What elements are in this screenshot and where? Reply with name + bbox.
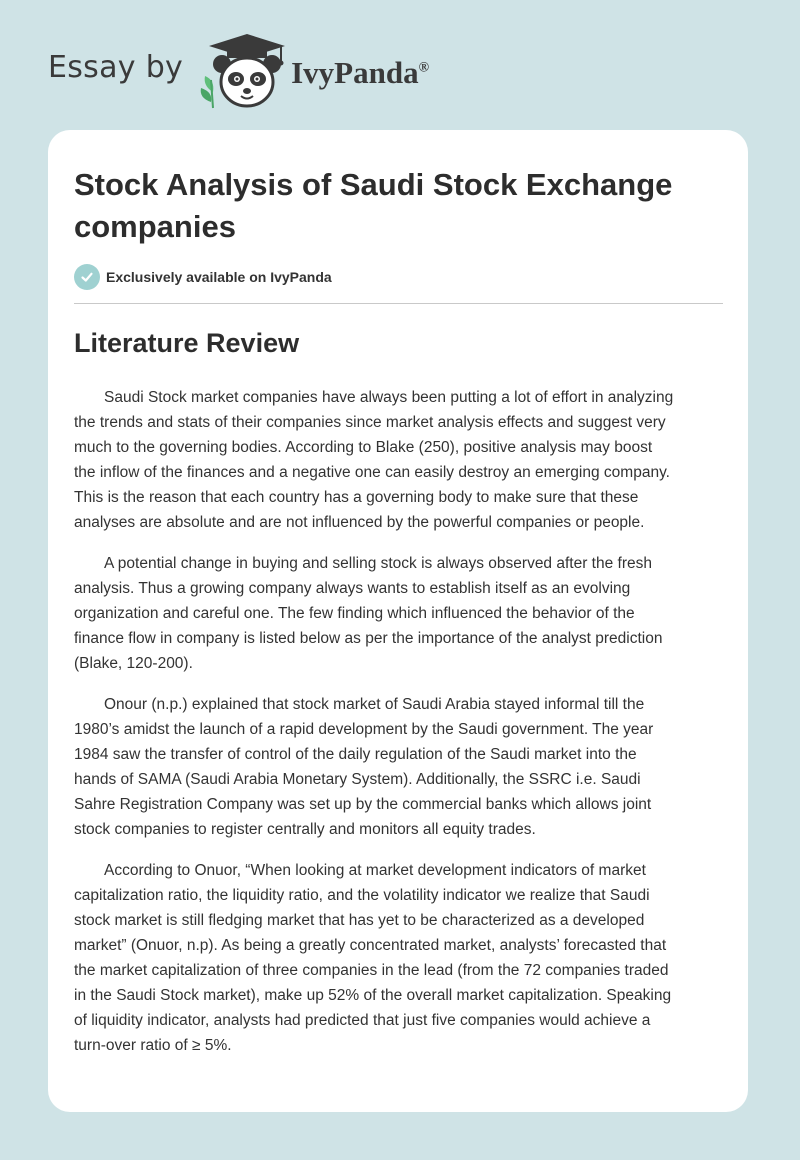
panda-logo-icon <box>197 30 289 110</box>
brand-name: IvyPanda® <box>291 55 430 90</box>
divider <box>74 303 723 304</box>
paragraph: Saudi Stock market companies have always been putting a lot of effort in analyzing the trends and stats of their companies since market analysis effects and suggest very much to the governing bodies. According to Blake (250), positive analysis may boost the inflow of the finances and a negative one can easily destroy an emerging company. This is the reason that each country has a governing body to make sure that these analyses are absolute and are not influenced by the powerful companies or people. <box>74 389 674 531</box>
section-heading: Literature Review <box>74 328 300 358</box>
exclusive-label: Exclusively available on IvyPanda <box>106 269 332 285</box>
brand-prefix: Essay by <box>48 49 184 85</box>
paragraph: A potential change in buying and selling stock is always observed after the fresh analysis. Thus a growing company always wants to establish itself as an evolving organization and careful one. The few finding which influenced the behavior of the finance flow in company is listed below as per the importance of the analyst prediction (Blake, 120-200). <box>74 555 663 672</box>
page-title: Stock Analysis of Saudi Stock Exchange companies <box>74 167 673 244</box>
site-header[interactable] <box>48 30 429 110</box>
check-circle-icon <box>74 264 100 290</box>
paragraph: Onour (n.p.) explained that stock market of Saudi Arabia stayed informal till the 1980’s amidst the launch of a rapid development by the Saudi government. The year 1984 saw the transfer of control of the daily regulation of the Saudi market into the hands of SAMA (Saudi Arabia Monetary System). Additionally, the SSRC i.e. Saudi Sahre Registration Company was set up by the commercial banks which allows joint stock companies to register centrally and monitors all equity trades. <box>74 696 654 838</box>
exclusive-badge <box>74 264 332 290</box>
paragraph: According to Onuor, “When looking at market development indicators of market capitalization ratio, the liquidity ratio, and the volatility indicator we realize that Saudi stock market is still fledging market that has yet to be characterized as a developed market” (Onuor, n.p). As being a greatly concentrated market, analysts’ forecasted that the market capitalization of three companies in the lead (from the 72 companies traded in the Saudi Stock market), make up 52% of the overall market capitalization. Speaking of liquidity indicator, analysts had predicted that just five companies would achieve a turn-over ratio of ≥ 5%. <box>74 862 672 1054</box>
essay-body <box>74 385 724 1074</box>
essay-card <box>48 130 748 1112</box>
